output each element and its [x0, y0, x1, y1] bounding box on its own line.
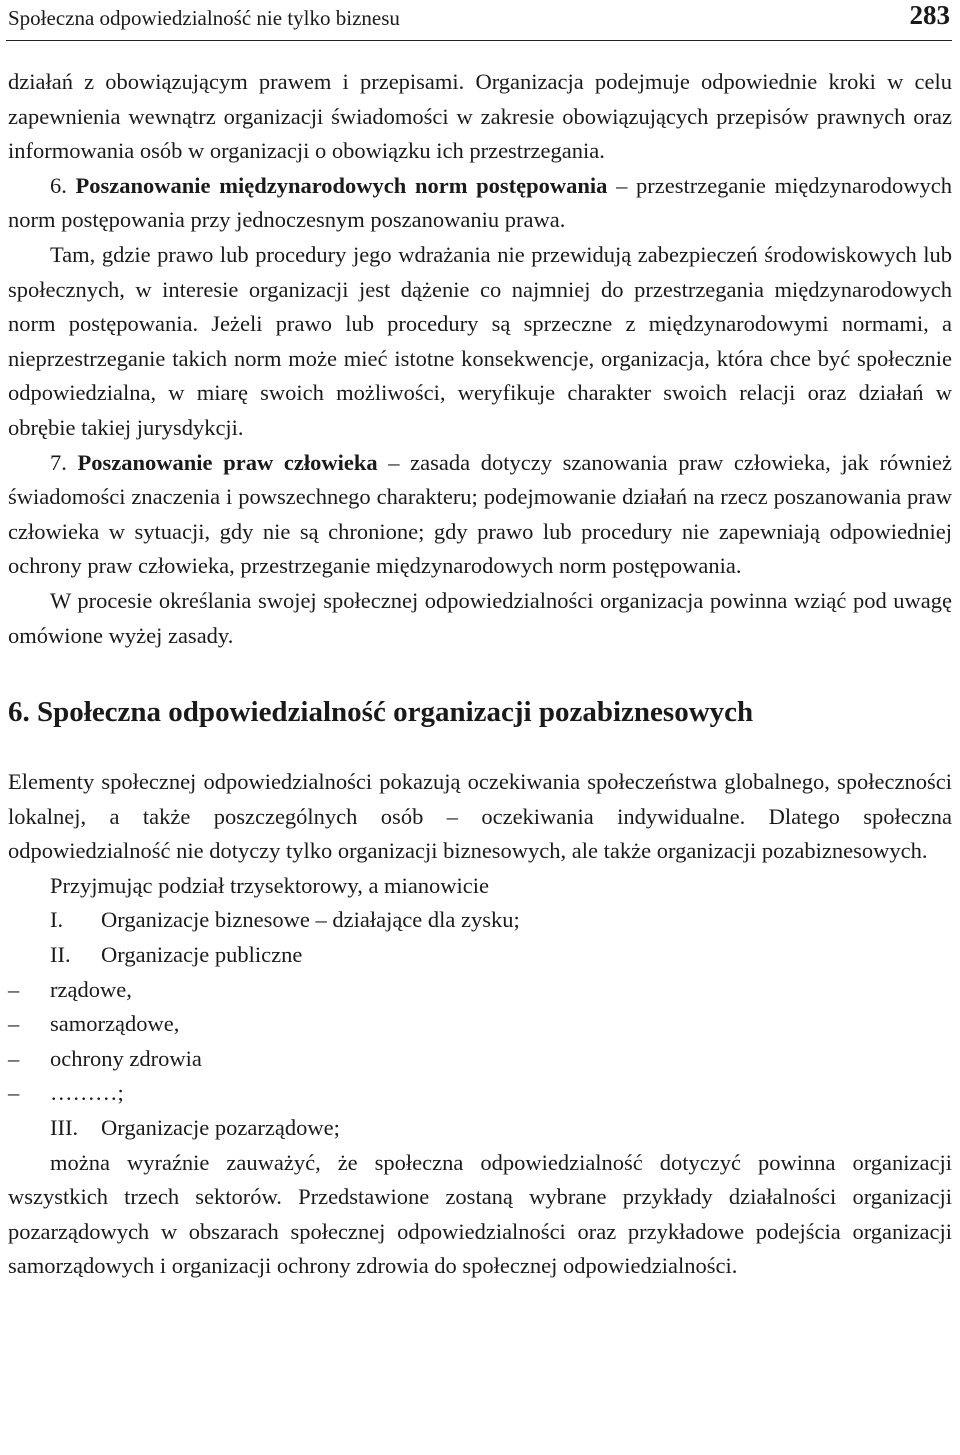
list-number: II. [50, 942, 71, 968]
dash-list-item [8, 973, 952, 1008]
list-item [8, 938, 952, 973]
principle-title: Poszanowanie międzynarodowych norm postępowania [75, 172, 608, 198]
list-item-text: Organizacje publiczne [101, 942, 303, 968]
paragraph-principle-7 [8, 446, 952, 584]
list-number: I. [50, 907, 64, 933]
dash-item-text: ochrony zdrowia [50, 1045, 202, 1071]
dash-item-text: rządowe, [50, 976, 132, 1002]
list-item-text: Organizacje pozarządowe; [101, 1115, 340, 1141]
section-heading: 6. Społeczna odpowiedzialność organizacji pozabiznesowych [8, 696, 754, 729]
list-item-text: Organizacje biznesowe – działające dla zysku; [101, 907, 520, 933]
page-number: 283 [909, 0, 950, 30]
principle-number: 6. [50, 172, 76, 198]
principle-description: – zasada dotyczy szanowania praw człowieka, jak również świadomości znaczenia i powszechnego charakteru; podejmowanie działań na rzecz poszanowania praw człowieka w sytuacji, gdy nie są chronione; gdy prawo lub procedury nie zapewniają odpowiedniej ochrony praw człowieka, przestrzeganie międzynarodowych norm postępowania. [8, 449, 952, 579]
dash-list-item [8, 1076, 952, 1111]
paragraph-text: W procesie określania swojej społecznej odpowiedzialności organizacja powinna wziąć pod uwagę omówione wyżej zasady. [8, 587, 952, 648]
dash-list-item [8, 1007, 952, 1042]
page-body [8, 65, 952, 1284]
page-header [6, 0, 952, 41]
paragraph-continuation: działań z obowiązującym prawem i przepisami. Organizacja podejmuje odpowiednie kroki w celu zapewnienia wewnątrz organizacji świadomości w zakresie obowiązujących przepisów prawnych oraz informowania osób w organizacji o obowiązku ich przestrzegania. [8, 69, 952, 164]
paragraph-text: Tam, gdzie prawo lub procedury jego wdrażania nie przewidują zabezpieczeń środowiskowych lub społecznych, w interesie organizacji jest dążenie co najmniej do przestrzegania międzynarodowych norm postępowania. Jeżeli prawo lub procedury są sprzeczne z międzynarodowymi normami, a nieprzestrzeganie takich norm może mieć istotne konsekwencje, organizacja, która chce być społecznie odpowiedzialna, w miarę swoich możliwości, weryfikuje charakter swoich relacji oraz działań w obrębie takiej jurysdykcji. [8, 241, 952, 440]
principle-title: Poszanowanie praw człowieka [77, 449, 378, 475]
list-item [8, 1111, 952, 1146]
paragraph-text: można wyraźnie zauważyć, że społeczna odpowiedzialność dotyczyć powinna organizacji wszystkich trzech sektorów. Przedstawione zostaną wybrane przykłady działalności organizacji pozarządowych w obszarach społecznej odpowiedzialności oraz przykładowe podejścia organizacji samorządowych i organizacji ochrony zdrowia do społecznej odpowiedzialności. [8, 1149, 952, 1279]
dash-list-item [8, 1042, 952, 1077]
principle-description: – przestrzeganie międzynarodowych norm postępowania przy jednoczesnym poszanowaniu prawa. [8, 172, 953, 233]
list-number: III. [50, 1115, 79, 1141]
dash-marker: – [8, 976, 20, 1002]
list-item [8, 903, 952, 938]
paragraph-principle-6 [8, 169, 952, 238]
running-title: Społeczna odpowiedzialność nie tylko biznesu [8, 6, 400, 30]
principle-number: 7. [50, 449, 78, 475]
dash-item-text: samorządowe, [50, 1011, 180, 1037]
dash-marker: – [8, 1045, 20, 1071]
dash-marker: – [8, 1080, 20, 1106]
paragraph-text: Przyjmując podział trzysektorowy, a mianowicie [50, 872, 490, 898]
dash-item-text: ………; [50, 1080, 124, 1106]
paragraph-text: Elementy społecznej odpowiedzialności pokazują oczekiwania społeczeństwa globalnego, społeczności lokalnej, a także poszczególnych osób – oczekiwania indywidualne. Dlatego społeczna odpowiedzialność nie dotyczy tylko organizacji biznesowych, ale także organizacji pozabiznesowych. [8, 769, 952, 864]
dash-marker: – [8, 1011, 20, 1037]
